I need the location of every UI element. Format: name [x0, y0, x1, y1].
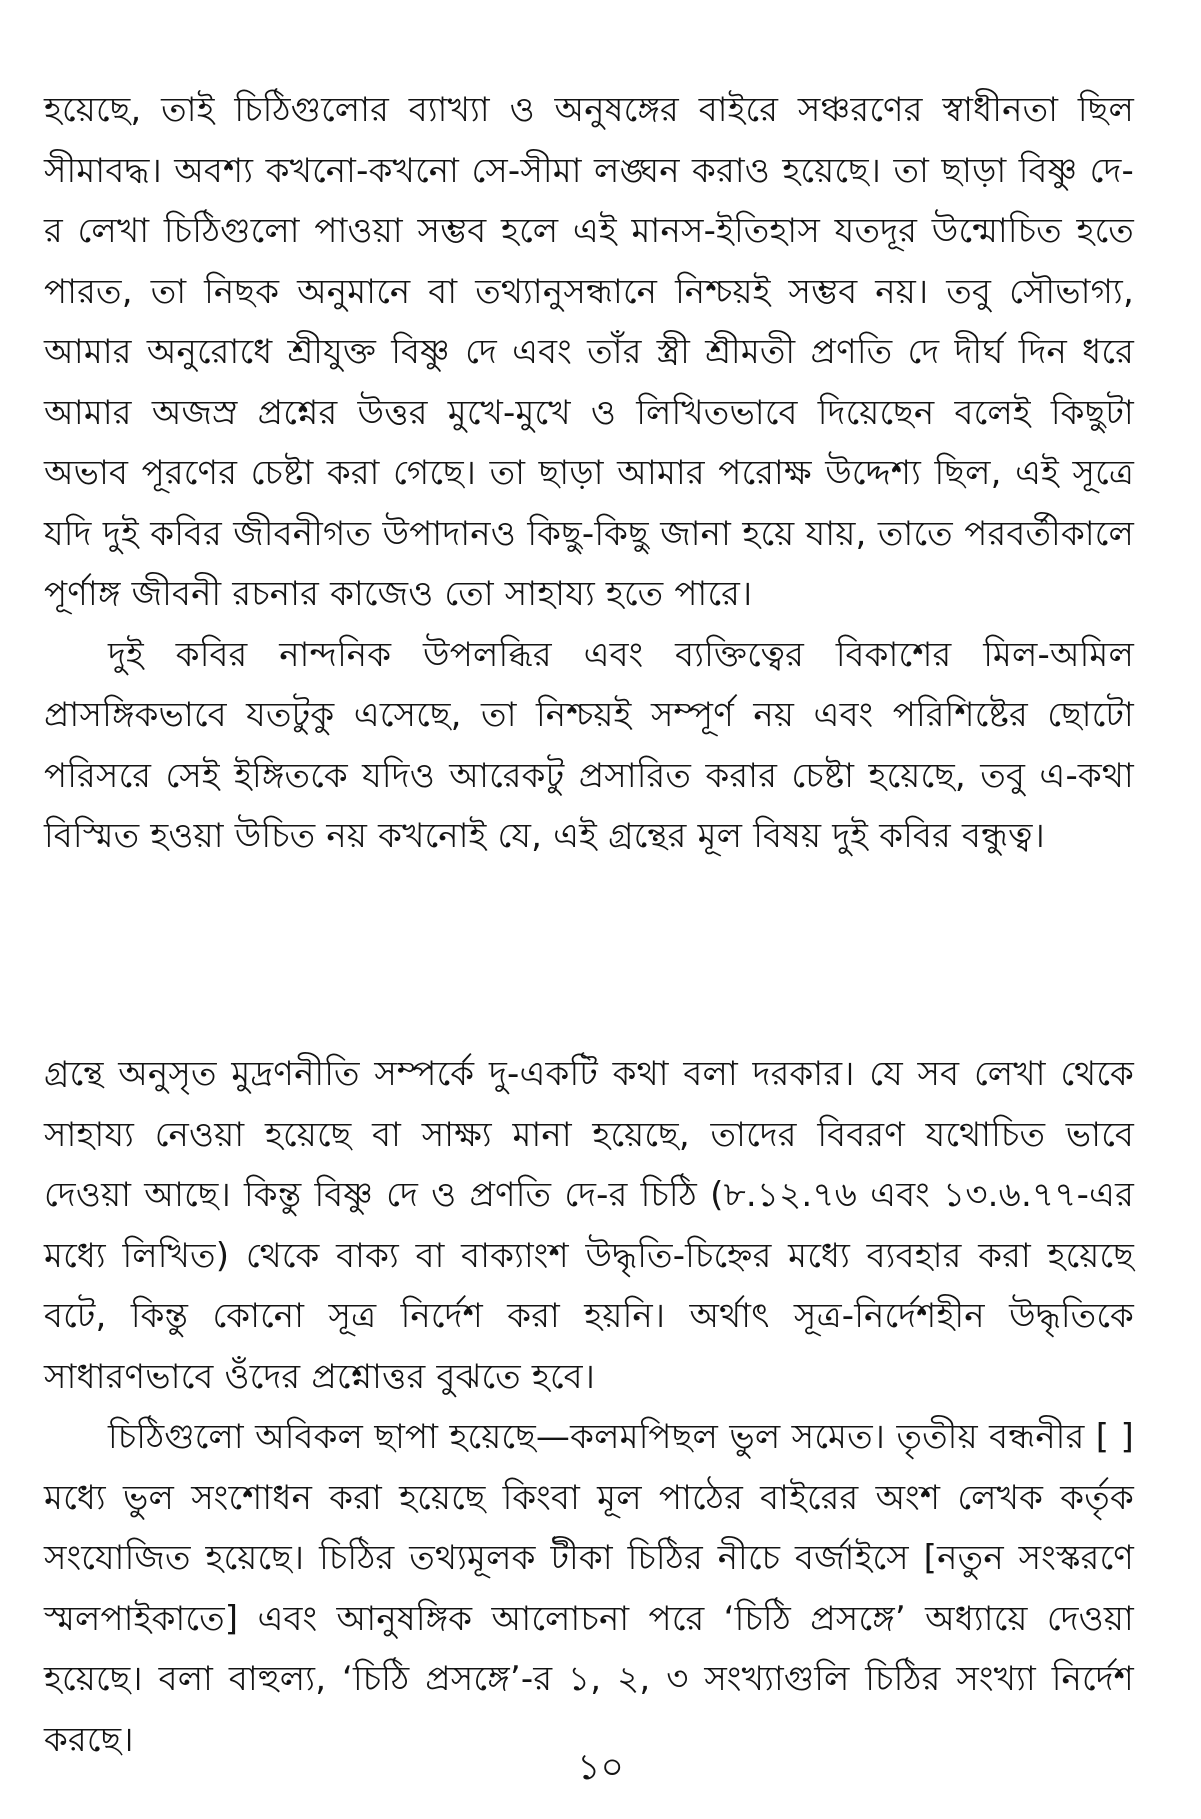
paragraph: দুই কবির নান্দনিক উপলব্ধির এবং ব্যক্তিত্বের বিকাশের মিল-অমিল প্রাসঙ্গিকভাবে যতটুকু এসেছে, তা নিশ্চয়ই সম্পূর্ণ নয় এবং পরিশিষ্টের ছোটো পরিসরে সেই ইঙ্গিতকে যদিও আরেকটু প্রসারিত করার চেষ্টা হয়েছে, তবু এ-কথা বিস্মিত হওয়া উচিত নয় কখনোই যে, এই গ্রন্থের মূল বিষয় দুই কবির বন্ধুত্ব। — [44, 634, 1134, 856]
paragraph: হয়েছে, তাই চিঠিগুলোর ব্যাখ্যা ও অনুষঙ্গের বাইরে সঞ্চরণের স্বাধীনতা ছিল সীমাবদ্ধ। অবশ্য কখনো-কখনো সে-সীমা লঙ্ঘন করাও হয়েছে। তা ছাড়া বিষ্ণু দে-র লেখা চিঠিগুলো পাওয়া সম্ভব হলে এই মানস-ইতিহাস যতদূর উন্মোচিত হতে পারত, তা নিছক অনুমানে বা তথ্যানুসন্ধানে নিশ্চয়ই সম্ভব নয়। তবু সৌভাগ্য, আমার অনুরোধে শ্রীযুক্ত বিষ্ণু দে এবং তাঁর স্ত্রী শ্রীমতী প্রণতি দে দীর্ঘ দিন ধরে আমার অজস্র প্রশ্নের উত্তর মুখে-মুখে ও লিখিতভাবে দিয়েছেন বলেই কিছুটা অভাব পূরণের চেষ্টা করা গেছে। তা ছাড়া আমার পরোক্ষ উদ্দেশ্য ছিল, এই সূত্রে যদি দুই কবির জীবনীগত উপাদানও কিছু-কিছু জানা হয়ে যায়, তাতে পরবর্তীকালে পূর্ণাঙ্গ জীবনী রচনার কাজেও তো সাহায্য হতে পারে। — [44, 90, 1134, 614]
body-section-1 — [44, 80, 1134, 867]
paragraph: চিঠিগুলো অবিকল ছাপা হয়েছে—কলমপিছল ভুল সমেত। তৃতীয় বন্ধনীর [ ] মধ্যে ভুল সংশোধন করা হয়েছে কিংবা মূল পাঠের বাইরের অংশ লেখক কর্তৃক সংযোজিত হয়েছে। চিঠির তথ্যমূলক টীকা চিঠির নীচে বর্জাইসে [নতুন সংস্করণে স্মলপাইকাতে] এবং আনুষঙ্গিক আলোচনা পরে ‘চিঠি প্রসঙ্গে’ অধ্যায়ে দেওয়া হয়েছে। বলা বাহুল্য, ‘চিঠি প্রসঙ্গে’-র ১, ২, ৩ সংখ্যাগুলি চিঠির সংখ্যা নির্দেশ করছে। — [44, 1417, 1134, 1760]
page-number: ১০ — [577, 1747, 624, 1788]
paragraph: গ্রন্থে অনুসৃত মুদ্রণনীতি সম্পর্কে দু-একটি কথা বলা দরকার। যে সব লেখা থেকে সাহায্য নেওয়া হয়েছে বা সাক্ষ্য মানা হয়েছে, তাদের বিবরণ যথোচিত ভাবে দেওয়া আছে। কিন্তু বিষ্ণু দে ও প্রণতি দে-র চিঠি (৮.১২.৭৬ এবং ১৩.৬.৭৭-এর মধ্যে লিখিত) থেকে বাক্য বা বাক্যাংশ উদ্ধৃতি-চিহ্নের মধ্যে ব্যবহার করা হয়েছে বটে, কিন্তু কোনো সূত্র নির্দেশ করা হয়নি। অর্থাৎ সূত্র-নির্দেশহীন উদ্ধৃতিকে সাধারণভাবে ওঁদের প্রশ্নোত্তর বুঝতে হবে। — [44, 1054, 1134, 1397]
body-section-2 — [44, 1044, 1134, 1770]
